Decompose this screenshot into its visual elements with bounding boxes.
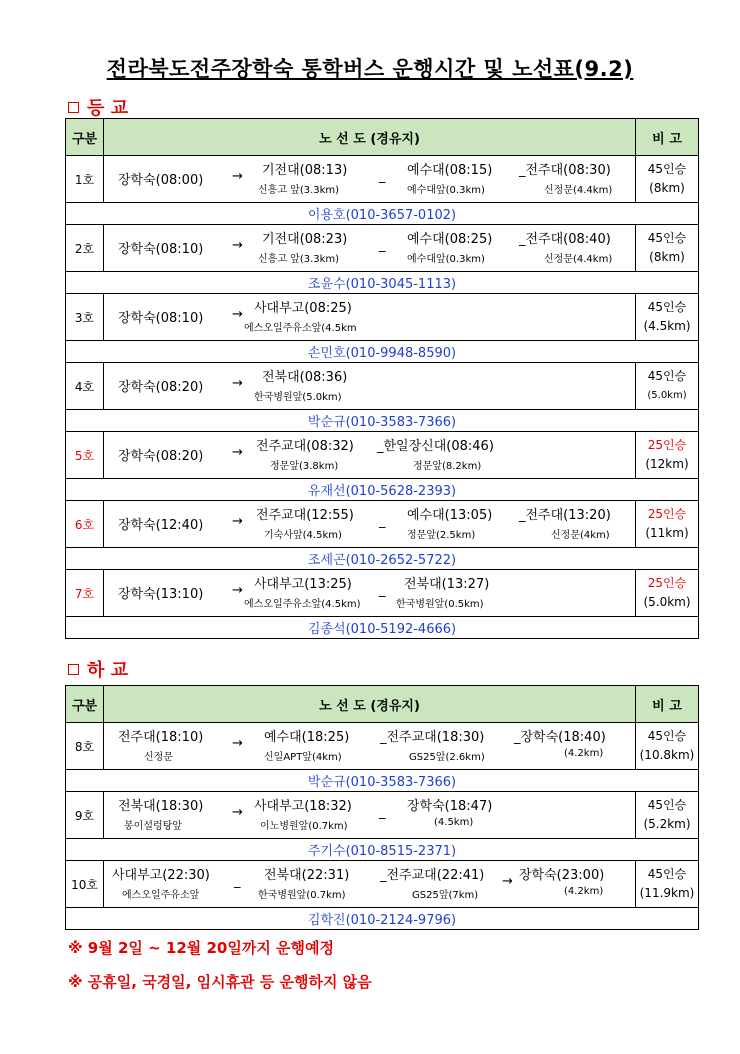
route-cell: [104, 723, 636, 770]
bus-number: 3호: [66, 294, 104, 341]
capacity: 45인승: [647, 231, 687, 245]
stop-detail: 신정문(4km): [551, 530, 610, 541]
route-cell: [104, 861, 636, 908]
bus-number: 8호: [66, 723, 104, 770]
stop: 전주교대(12:55): [256, 508, 354, 523]
stop: 기전대(08:13): [262, 163, 348, 178]
stop: 예수대(08:25): [407, 232, 493, 247]
stop-detail: 신정문: [144, 752, 173, 763]
remarks: [636, 156, 699, 203]
page-title: 전라북도전주장학숙 통학버스 운행시간 및 노선표(9.2): [106, 57, 634, 81]
stop-detail: 예수대앞(0.3km): [407, 185, 485, 196]
bus-row: [66, 861, 699, 908]
stop-detail: 에스오일주유소앞(4.5km: [244, 323, 357, 334]
distance: (12km): [645, 457, 689, 471]
connector: _: [379, 169, 386, 184]
distance: (11km): [645, 526, 689, 540]
stop: 전주교대(08:32): [256, 439, 354, 454]
arrow: →: [232, 514, 243, 529]
stop-detail: (4.2km): [564, 748, 604, 759]
stop-detail: 신정문(4.4km): [544, 254, 613, 265]
afternoon-route-table: [65, 685, 699, 930]
stop: _전주교대(18:30): [380, 730, 485, 745]
bus-row: [66, 723, 699, 770]
capacity: 25인승: [647, 438, 687, 452]
stop: 전북대(22:31): [264, 868, 350, 883]
stop: 사대부고(18:32): [254, 799, 352, 814]
stop: _전주대(08:40): [519, 232, 611, 247]
stop: 예수대(08:15): [407, 163, 493, 178]
arrow: →: [232, 583, 243, 598]
stop-origin: 사대부고(22:30): [112, 868, 210, 883]
stop-detail: 봉이설렁탕앞: [124, 821, 182, 832]
table-header-row: [66, 686, 699, 723]
stop-detail: GS25앞(2.6km): [409, 752, 485, 763]
stop: 전북대(13:27): [404, 577, 490, 592]
stop-detail: 한국병원앞(5.0km): [254, 392, 342, 403]
stop-detail: 한국병원앞(0.5km): [396, 599, 484, 610]
morning-section-label: 등 교: [68, 94, 128, 120]
stop-detail: 정문앞(8.2km): [413, 461, 482, 472]
stop-origin: 장학숙(08:10): [118, 242, 204, 257]
remarks: [636, 432, 699, 479]
driver-contact: 조세곤(010-2652-5722): [66, 548, 699, 570]
header-division: 구분: [66, 119, 104, 156]
stop-origin: 전북대(18:30): [118, 799, 204, 814]
bus-number: 10호: [66, 861, 104, 908]
connector: _: [234, 874, 241, 889]
driver-contact: 김종석(010-5192-4666): [66, 617, 699, 639]
bus-number: 7호: [66, 570, 104, 617]
operation-period-note: ※ 9월 2일 ~ 12월 20일까지 운행예정: [68, 939, 335, 957]
driver-contact: 유재선(010-5628-2393): [66, 479, 699, 501]
route-cell: [104, 570, 636, 617]
connector: _: [379, 514, 386, 529]
stop-origin: 장학숙(12:40): [118, 518, 204, 533]
stop: 예수대(18:25): [264, 730, 350, 745]
stop-detail: 신일APT앞(4km): [264, 752, 342, 763]
capacity: 25인승: [647, 576, 687, 590]
distance: (8km): [649, 181, 685, 195]
arrow: →: [232, 307, 243, 322]
bus-row: [66, 570, 699, 617]
remarks: [636, 294, 699, 341]
stop: 장학숙(18:47): [407, 799, 493, 814]
arrow: →: [232, 376, 243, 391]
stop-detail: 신흥고 앞(3.3km): [258, 185, 340, 196]
stop: _전주대(13:20): [519, 508, 611, 523]
remarks: [636, 363, 699, 410]
stop-detail: 정문앞(2.5km): [407, 530, 476, 541]
stop: _장학숙(18:40): [514, 730, 606, 745]
remarks: [636, 570, 699, 617]
stop-detail: 예수대앞(0.3km): [407, 254, 485, 265]
bus-row: [66, 501, 699, 548]
stop-detail: 에스오일주유소앞(4.5km): [244, 599, 361, 610]
stop: 예수대(13:05): [407, 508, 493, 523]
header-remarks: 비 고: [636, 119, 699, 156]
afternoon-section-label: 하 교: [68, 656, 128, 682]
capacity: 25인승: [647, 507, 687, 521]
bus-row: [66, 792, 699, 839]
stop-origin: 장학숙(08:20): [118, 449, 204, 464]
distance: (5.0km): [647, 390, 687, 401]
route-cell: [104, 156, 636, 203]
driver-contact: 박순규(010-3583-7366): [66, 770, 699, 792]
stop-detail: 한국병원앞(0.7km): [258, 890, 346, 901]
stop-detail: GS25앞(7km): [412, 890, 479, 901]
capacity: 45인승: [647, 300, 687, 314]
stop-origin: 장학숙(08:00): [118, 173, 204, 188]
driver-contact: 이용호(010-3657-0102): [66, 203, 699, 225]
stop-detail: 정문앞(3.8km): [270, 461, 339, 472]
driver-contact: 주기수(010-8515-2371): [66, 839, 699, 861]
bus-row: [66, 156, 699, 203]
bus-row: [66, 294, 699, 341]
morning-route-table: [65, 118, 699, 639]
stop-origin: 전주대(18:10): [118, 730, 204, 745]
route-cell: [104, 294, 636, 341]
bus-row: [66, 432, 699, 479]
stop: 사대부고(08:25): [254, 301, 352, 316]
driver-contact: 박순규(010-3583-7366): [66, 410, 699, 432]
distance: (11.9km): [639, 886, 695, 900]
connector: _: [379, 238, 386, 253]
remarks: [636, 861, 699, 908]
stop-detail: (4.5km): [434, 817, 474, 828]
bus-number: 5호: [66, 432, 104, 479]
arrow: →: [232, 445, 243, 460]
stop-detail: (4.2km): [564, 886, 604, 897]
holiday-note: ※ 공휴일, 국경일, 임시휴관 등 운행하지 않음: [68, 973, 372, 991]
remarks: [636, 501, 699, 548]
header-route: 노 선 도 (경유지): [104, 119, 636, 156]
driver-contact: 손민호(010-9948-8590): [66, 341, 699, 363]
header-route: 노 선 도 (경유지): [104, 686, 636, 723]
connector: _: [379, 805, 386, 820]
remarks: [636, 225, 699, 272]
stop: _전주대(08:30): [519, 163, 611, 178]
capacity: 45인승: [647, 162, 687, 176]
bus-number: 1호: [66, 156, 104, 203]
distance: (5.0km): [643, 595, 691, 609]
header-remarks: 비 고: [636, 686, 699, 723]
arrow: →: [232, 736, 243, 751]
stop: 기전대(08:23): [262, 232, 348, 247]
stop: 사대부고(13:25): [254, 577, 352, 592]
table-header-row: [66, 119, 699, 156]
connector: _: [379, 583, 386, 598]
bus-number: 6호: [66, 501, 104, 548]
header-division: 구분: [66, 686, 104, 723]
route-cell: [104, 792, 636, 839]
checkbox-icon: [68, 102, 79, 113]
stop: 전북대(08:36): [262, 370, 348, 385]
remarks: [636, 723, 699, 770]
capacity: 45인승: [647, 729, 687, 743]
stop-detail: 에스오일주유소앞: [122, 890, 200, 901]
driver-contact: 김학진(010-2124-9796): [66, 908, 699, 930]
arrow: →: [232, 169, 243, 184]
stop-detail: 신정문(4.4km): [544, 185, 613, 196]
stop-origin: 장학숙(13:10): [118, 587, 204, 602]
distance: (10.8km): [639, 748, 695, 762]
arrow: →: [232, 238, 243, 253]
stop-detail: 이노병원앞(0.7km): [260, 821, 348, 832]
stop: 장학숙(23:00): [519, 868, 605, 883]
driver-contact: 조윤수(010-3045-1113): [66, 272, 699, 294]
bus-number: 4호: [66, 363, 104, 410]
stop: _한일장신대(08:46): [377, 439, 494, 454]
stop: _전주교대(22:41): [380, 868, 485, 883]
remarks: [636, 792, 699, 839]
route-cell: [104, 432, 636, 479]
bus-number: 2호: [66, 225, 104, 272]
capacity: 45인승: [647, 798, 687, 812]
distance: (4.5km): [643, 319, 691, 333]
bus-row: [66, 363, 699, 410]
stop-detail: 신흥고 앞(3.3km): [258, 254, 340, 265]
stop-origin: 장학숙(08:10): [118, 311, 204, 326]
distance: (5.2km): [643, 817, 691, 831]
bus-number: 9호: [66, 792, 104, 839]
route-cell: [104, 363, 636, 410]
route-cell: [104, 501, 636, 548]
arrow: →: [502, 874, 513, 889]
bus-row: [66, 225, 699, 272]
distance: (8km): [649, 250, 685, 264]
route-cell: [104, 225, 636, 272]
stop-origin: 장학숙(08:20): [118, 380, 204, 395]
stop-detail: 기숙사앞(4.5km): [264, 530, 342, 541]
capacity: 45인승: [647, 867, 687, 881]
checkbox-icon: [68, 664, 79, 675]
arrow: →: [232, 805, 243, 820]
capacity: 45인승: [647, 369, 687, 383]
